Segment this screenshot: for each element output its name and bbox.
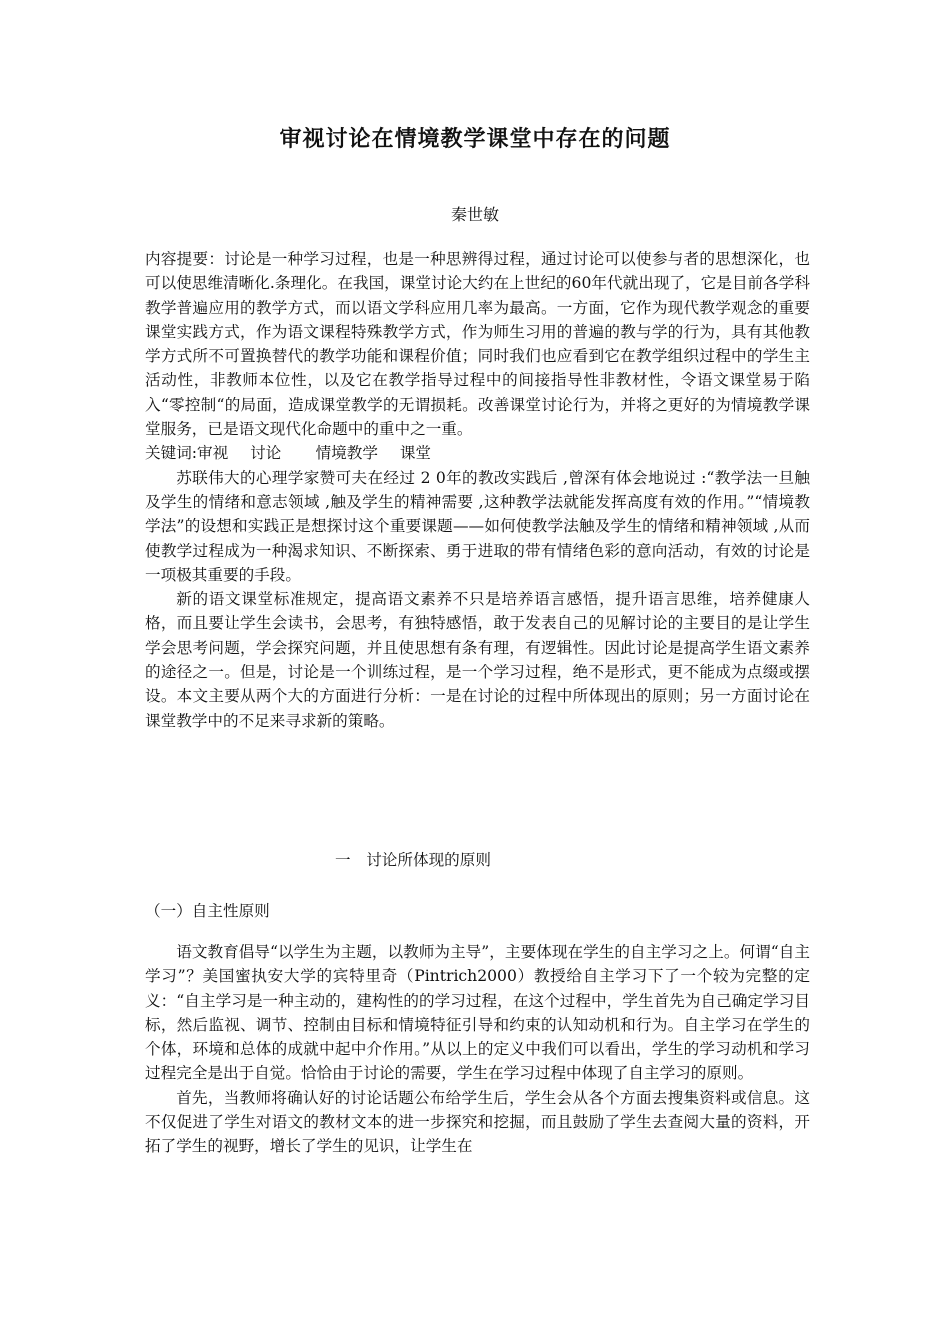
keywords-label: 关键词: (145, 444, 198, 463)
body-block (145, 940, 810, 1159)
keyword-item: 审视 (197, 444, 229, 463)
author-name: 秦世敏 (450, 205, 499, 224)
keyword-item: 课堂 (399, 444, 432, 463)
abstract-paragraph: 内容提要：讨论是一种学习过程，也是一种思辨得过程，通过讨论可以使参与者的思想深化，也可以使思维清晰化.条理化。在我国，课堂讨论大约在上世纪的60年代就出现了，它是目前各学科教学普遍应用的教学方式，而以语文学科应用几率为最高。一方面，它作为现代教学观念的重要课堂实践方式，作为语文课程特殊教学方式，作为师生习用的普遍的教与学的行为，具有其他教学方式所不可置换替代的教学功能和课程价值；同时我们也应看到它在教学组织过程中的学生主活动性，非教师本位性，以及它在教学指导过程中的间接指导性非教材性，令语文课堂易于陷入“零控制“的局面，造成课堂教学的无谓损耗。改善课堂讨论行为，并将之更好的为情境教学课堂服务，已是语文现代化命题中的重中之一重。 (145, 250, 810, 439)
body-paragraph: 首先，当教师将确认好的讨论话题公布给学生后，学生会从各个方面去搜集资料或信息。这不仅促进了学生对语文的教材文本的进一步探究和挖掘，而且鼓励了学生去查阅大量的资料，开拓了学生的视野，增长了学生的见识，让学生在 (145, 1088, 810, 1156)
body-paragraph: 语文教育倡导“以学生为主题，以教师为主导”，主要体现在学生的自主学习之上。何谓“自主学习”？美国蜜执安大学的宾特里奇（Pintrich2000）教授给自主学习下了一个较为完整的定义：“自主学习是一种主动的，建构性的的学习过程，在这个过程中，学生首先为自己确定学习目标，然后监视、调节、控制由目标和情境特征引导和约束的认知动机和行为。自主学习在学生的个体，环境和总体的成就中起中介作用。”从以上的定义中我们可以看出，学生的学习动机和学习过程完全是出于自觉。恰恰由于讨论的需要，学生在学习过程中体现了自主学习的原则。 (145, 943, 810, 1083)
abstract-block (145, 247, 810, 733)
subsection-heading: （一）自主性原则 (145, 902, 270, 920)
keyword-item: 讨论 (250, 444, 282, 463)
intro-paragraph: 苏联伟大的心理学家赞可夫在经过 2 0年的教改实践后 ,曾深有体会地说过 :“教学法一旦触及学生的情绪和意志领域 ,触及学生的精神需要 ,这种教学法就能发挥高度有效的作用。”“情境教学法”的设想和实践正是想探讨这个重要课题——如何使教学法触及学生的情绪和精神领域 ,从而使教学过程成为一种渴求知识、不断探索、勇于进取的带有情绪色彩的意向活动，有效的讨论是一项极其重要的手段。 (145, 468, 810, 584)
keyword-item: 情境教学 (315, 444, 378, 463)
intro-paragraph: 新的语文课堂标准规定，提高语文素养不只是培养语言感悟，提升语言思维，培养健康人格，而且要让学生会读书，会思考，有独特感悟，敢于发表自己的见解讨论的主要目的是让学生学会思考问题，学会探究问题，并且使思想有条有理，有逻辑性。因此讨论是提高学生语文素养的途径之一。但是，讨论是一个训练过程，是一个学习过程，绝不是形式，更不能成为点缀或摆设。本文主要从两个大的方面进行分析：一是在讨论的过程中所体现出的原则；另一方面讨论在课堂教学中的不足来寻求新的策略。 (145, 590, 810, 730)
document-title: 审视讨论在情境教学课堂中存在的问题 (279, 126, 671, 152)
section-heading: 一 讨论所体现的原则 (335, 851, 491, 869)
keywords-line (145, 441, 810, 465)
